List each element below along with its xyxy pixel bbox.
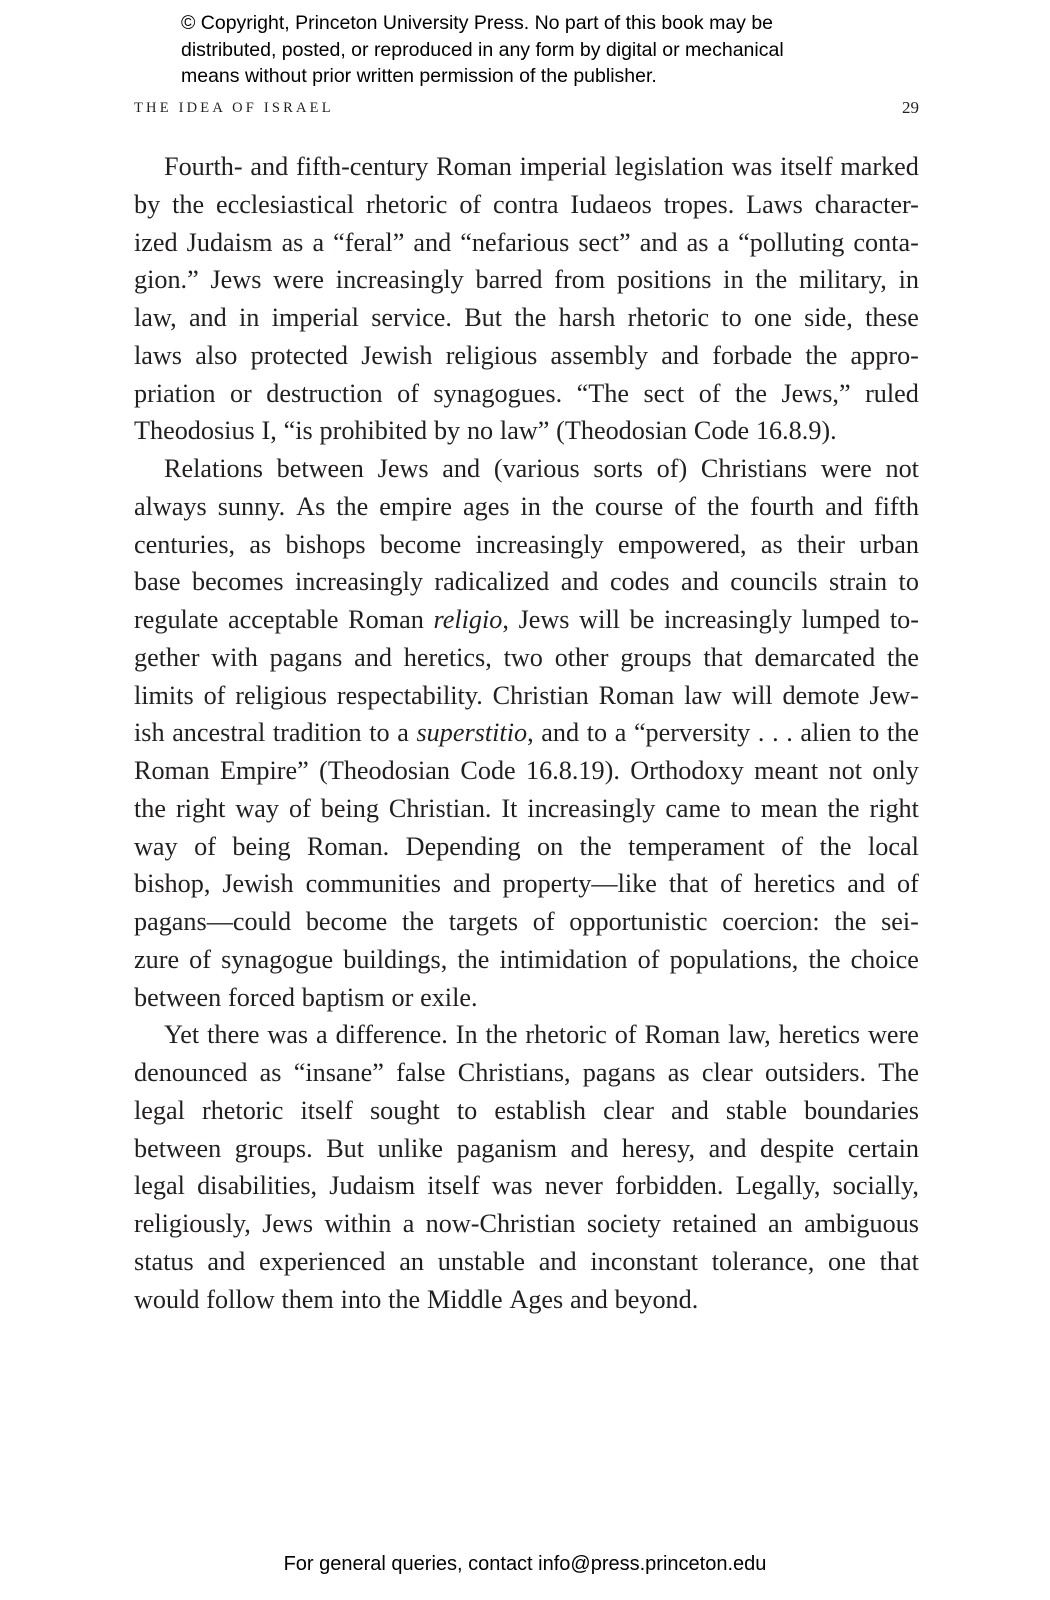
text-line: pagans—could become the targets of opportunistic coercion: the sei- bbox=[134, 907, 919, 936]
text-line: the right way of being Christian. It increasingly came to mean the right bbox=[134, 793, 919, 823]
text-line: gether with pagans and heretics, two other groups that demarcated the bbox=[134, 642, 919, 672]
text-line: Fourth- and fifth-century Roman imperial legislation was itself marked bbox=[164, 152, 919, 181]
text-line: ized Judaism as a “feral” and “nefarious sect” and as a “polluting conta- bbox=[134, 227, 919, 257]
paragraph bbox=[134, 1016, 919, 1318]
text-line: priation or destruction of synagogues. “The sect of the Jews,” ruled bbox=[134, 378, 919, 408]
copyright-line: © Copyright, Princeton University Press. No part of this book may be bbox=[181, 12, 774, 34]
text-line: gion.” Jews were increasingly barred from positions in the military, in bbox=[134, 265, 919, 295]
text-line: limits of religious respectability. Christian Roman law will demote Jew- bbox=[134, 680, 919, 710]
text-line: Roman Empire” (Theodosian Code 16.8.19). Orthodoxy meant not only bbox=[134, 756, 919, 785]
text-line: centuries, as bishops become increasingly empowered, as their urban bbox=[134, 529, 919, 559]
copyright-line: means without prior written permission of the publisher. bbox=[181, 65, 657, 87]
text-line: laws also protected Jewish religious assembly and forbade the appro- bbox=[134, 340, 919, 370]
copyright-line: distributed, posted, or reproduced in any form by digital or mechanical bbox=[181, 38, 784, 61]
text-line: religiously, Jews within a now-Christian society retained an ambiguous bbox=[134, 1209, 919, 1238]
text-line: would follow them into the Middle Ages and beyond. bbox=[134, 1284, 699, 1314]
page-number: 29 bbox=[902, 98, 919, 117]
text-line: denounced as “insane” false Christians, pagans as clear outsiders. The bbox=[134, 1058, 919, 1087]
running-head: THE IDEA OF ISRAEL bbox=[134, 100, 334, 116]
text-line: status and experienced an unstable and inconstant tolerance, one that bbox=[134, 1246, 919, 1276]
copyright-notice bbox=[181, 10, 961, 90]
text-line: between groups. But unlike paganism and heresy, and despite certain bbox=[134, 1133, 919, 1163]
footer-contact: For general queries, contact info@press.princeton.edu bbox=[283, 1553, 767, 1575]
text-line: ish ancestral tradition to a superstitio, and to a “perversity . . . alien to the bbox=[134, 718, 919, 748]
text-line: by the ecclesiastical rhetoric of contra Iudaeos tropes. Laws character- bbox=[134, 189, 919, 219]
text-line: base becomes increasingly radicalized and codes and councils strain to bbox=[134, 567, 919, 597]
text-line: regulate acceptable Roman religio, Jews will be increasingly lumped to- bbox=[134, 605, 919, 634]
text-line: Theodosius I, “is prohibited by no law” (Theodosian Code 16.8.9). bbox=[134, 416, 837, 446]
text-line: law, and in imperial service. But the harsh rhetoric to one side, these bbox=[134, 303, 919, 332]
paragraph bbox=[134, 148, 919, 450]
paragraph bbox=[134, 450, 919, 1016]
text-line: always sunny. As the empire ages in the course of the fourth and fifth bbox=[134, 491, 919, 521]
text-line: Yet there was a difference. In the rhetoric of Roman law, heretics were bbox=[164, 1020, 919, 1050]
body-text bbox=[134, 148, 919, 1318]
text-line: zure of synagogue buildings, the intimidation of populations, the choice bbox=[134, 944, 919, 974]
text-line: legal rhetoric itself sought to establish clear and stable boundaries bbox=[134, 1095, 919, 1125]
text-line: way of being Roman. Depending on the temperament of the local bbox=[134, 831, 919, 861]
text-line: legal disabilities, Judaism itself was never forbidden. Legally, socially, bbox=[134, 1171, 919, 1201]
text-line: between forced baptism or exile. bbox=[134, 982, 478, 1012]
text-line: bishop, Jewish communities and property—like that of heretics and of bbox=[134, 869, 919, 899]
text-line: Relations between Jews and (various sorts of) Christians were not bbox=[164, 454, 919, 483]
